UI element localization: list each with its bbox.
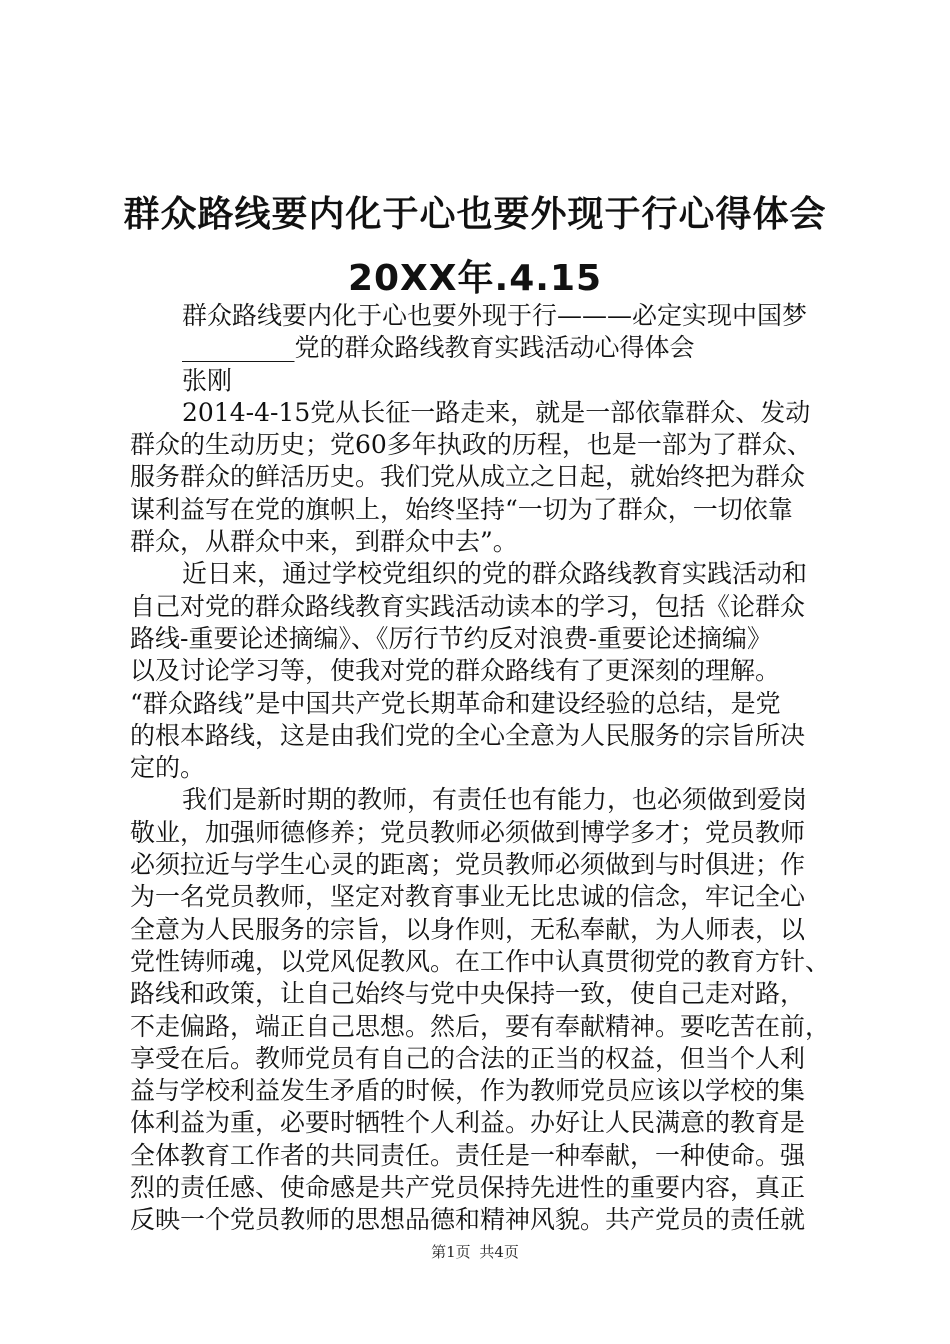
text-line: 必须拉近与学生心灵的距离；党员教师必须做到与时俱进；作: [130, 850, 806, 880]
document-title: 群众路线要内化于心也要外现于行心得体会: [123, 194, 827, 235]
text-line: 享受在后。教师党员有自己的合法的正当的权益，但当个人利: [130, 1043, 806, 1073]
text-line: 敬业，加强师德修养；党员教师必须做到博学多才；党员教师: [130, 817, 806, 847]
document-body: [130, 300, 830, 1237]
text-line: 全意为人民服务的宗旨，以身作则，无私奉献，为人师表，以: [130, 914, 806, 944]
text-line: 谋利益写在党的旗帜上，始终坚持“一切为了群众，一切依靠: [130, 494, 793, 524]
text-line: 体利益为重，必要时牺牲个人利益。办好让人民满意的教育是: [130, 1108, 806, 1138]
text-line: 益与学校利益发生矛盾的时候，作为教师党员应该以学校的集: [130, 1076, 806, 1106]
subtitle-line: _________党的群众路线教育实践活动心得体会: [182, 333, 695, 363]
text-line: 近日来，通过学校党组织的党的群众路线教育实践活动和: [182, 559, 808, 589]
text-line: 路线和政策，让自己始终与党中央保持一致，使自己走对路，: [130, 979, 806, 1009]
page-number: 第1页: [431, 1243, 471, 1261]
text-line: 的根本路线，这是由我们党的全心全意为人民服务的宗旨所决: [130, 720, 806, 750]
page-total: 共4页: [479, 1243, 519, 1261]
text-line: “群众路线”是中国共产党长期革命和建设经验的总结，是党: [130, 688, 781, 718]
text-line: 为一名党员教师，坚定对教育事业无比忠诚的信念，牢记全心: [130, 882, 806, 912]
author-name: 张刚: [182, 365, 233, 395]
page-footer: [0, 1241, 950, 1262]
text-line: 服务群众的鲜活历史。我们党从成立之日起，就始终把为群众: [130, 462, 806, 492]
text-line: 反映一个党员教师的思想品德和精神风貌。共产党员的责任就: [130, 1205, 806, 1235]
text-line: 全体教育工作者的共同责任。责任是一种奉献，一种使命。强: [130, 1140, 806, 1170]
text-line: 不走偏路，端正自己思想。然后，要有奉献精神。要吃苦在前，: [130, 1011, 831, 1041]
document-title-date: 20XX年.4.15: [347, 258, 603, 299]
text-line: 定的。: [130, 753, 206, 783]
text-line: 我们是新时期的教师，有责任也有能力，也必须做到爱岗: [182, 785, 808, 815]
text-line: 烈的责任感、使命感是共产党员保持先进性的重要内容，真正: [130, 1173, 806, 1203]
body-paragraphs: [130, 397, 830, 1237]
text-line: 自己对党的群众路线教育实践活动读本的学习，包括《论群众: [130, 591, 806, 621]
text-line: 群众的生动历史；党60多年执政的历程，也是一部为了群众、: [130, 430, 812, 460]
text-line: 2014-4-15党从长征一路走来，就是一部依靠群众、发动: [182, 397, 811, 427]
text-line: 群众，从群众中来，到群众中去”。: [130, 527, 518, 557]
text-line: 以及讨论学习等，使我对党的群众路线有了更深刻的理解。: [130, 656, 781, 686]
subtitle-line: 群众路线要内化于心也要外现于行———必定实现中国梦: [182, 301, 808, 330]
text-line: 路线-重要论述摘编》、《厉行节约反对浪费-重要论述摘编》: [130, 623, 772, 653]
text-line: 党性铸师魂，以党风促教风。在工作中认真贯彻党的教育方针、: [130, 946, 831, 976]
